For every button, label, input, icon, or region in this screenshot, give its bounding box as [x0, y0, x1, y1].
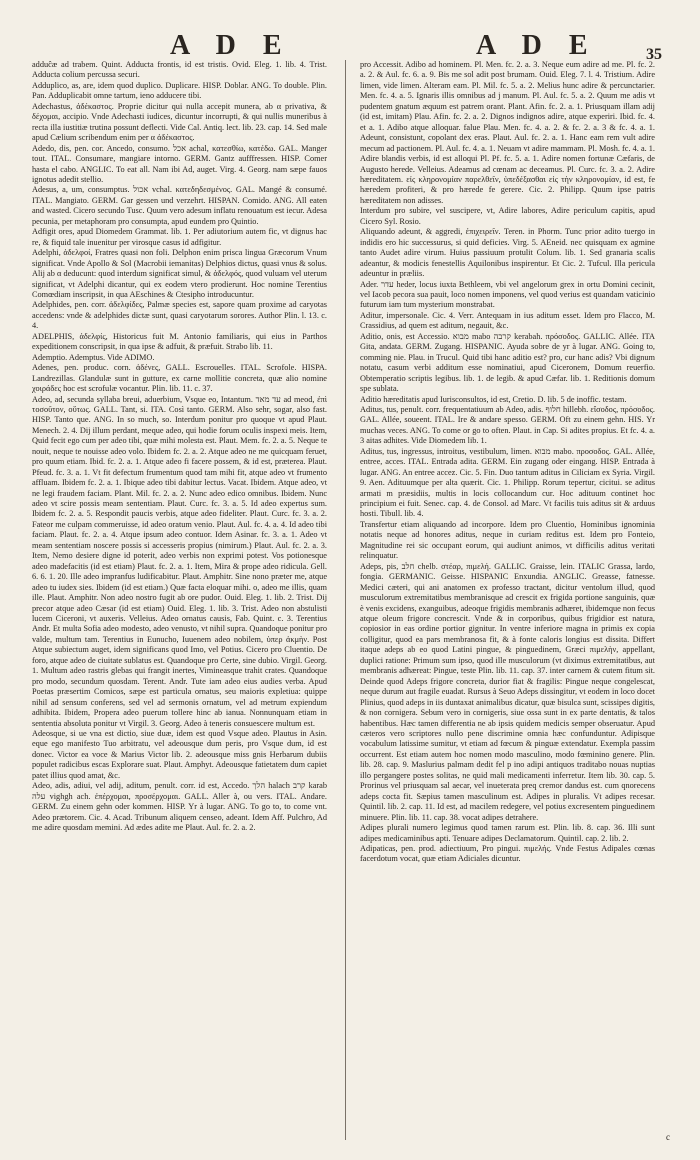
entry-aditur: Aditur, impersonale. Cic. 4. Verr. Antequam in ius aditum esset. Idem pro Flacco, M. Crassidius, ad quem est aditum, negauit, &c.	[360, 310, 655, 331]
entry-adduplico: Adduplico, as, are, idem quod duplico. Duplicare. HISP. Doblar. ANG. To double. Plin. Pan. Adduplicabit omne tartum, ieno adducere tibi.	[32, 80, 327, 101]
right-column	[360, 60, 655, 1140]
entry-adipes: Adipes plurali numero legimus quod tamen rarum est. Plin. lib. 8. cap. 36. Illi sunt adipes medicaminibus apti. Tenuare adipes Declamatorum. Quintil. cap. 2. lib. 2.	[360, 823, 655, 843]
entry-adeosque: Adeosque, si ue vna est dictio, siue duæ, idem est quod Vsque adeo. Plautus in Asin. eque ego manifesto Tuo arbitratu, vel adeousque dum peris, pro Vsque dum, id est donec. Victor ea voce & Marius Victor lib. 2. adeousque miss gnis Herbarum dubiis populet radicibus escas Explorare suat. Plaut. Amphyt. Adeousque fatietatem dum capiet patet illius quod amat, &c.	[32, 729, 327, 780]
entry-interdum: Interdum pro subire, vel suscipere, vt, Adire labores, Adire periculum capitis, apud Cicero Syl. Rosio.	[360, 206, 655, 226]
entry-adelphis: ADELPHIS, ἀδελφίς, Historicus fuit M. Antonio familiaris, qui eius in Parthos expeditionem conscripsit, in qua ipse & adfuit, & præfuit. Strabo lib. 11.	[32, 331, 327, 352]
entry-ademptio: Ademptio. Ademptus. Vide ADIMO.	[32, 352, 155, 362]
entry-adeps: Adeps, pis, חלב chelb. στέαρ, πιμελή. GALLIC. Graisse, lein. ITALIC Grassa, lardo, fongia. GERMANIC. Geisse. HISPANIC Enxundia. ANGLIC. Greasse, fatnesse. Medici cæteri, qui ani anatomen ex professo tractant, dicitur ventolum illud, quod musculorum extremitatibus membranisque ad crescit ex frigida portione sanguinis, quæ è venis excidens, exanguibus, adeoque frigidis membranis adhæret, ibidemque non fecus atque oleum frigore concrescit. Vnde & in corporibus, quibus frigidior est natura, copiosior in eas ordine portior gignitur. In ventre inferiore magna in primis ex copia colligitur, quod ea pars membranosa fit, & à fonte caloris longius est dissita. Differt itaque adeps ab eo quod Latini pingue, & pinguedinem, Græci πιμελὴν, appellant, duplici ratione: Primum sum ipso, quod ille musculorum (vt diximus extremitatibus, aut membranis adhæreat: Pingue, teste Plin. lib. 11. cap. 37. inter carnem & cutem fitum sit. Deinde quod Adeps frigore concreta, durior fiat & fragilis: Pingue neque congelescat, neque durum aut fragile euadat. Rursus à Seuo Adeps dissingitur, vt eodem in loco docet Plinius, quod adeps in iis duntaxat animalibus dicatur, quæ bisulca sunt, scissipes digitis, & non cornigera. Sebum vero in cornigeris, siue ossa sunt in ex parte dentatis, & talos habentibus. Hæc tamen differentia ne ab ipsis quidem medicis semper obseruatur. Apud cæteros vero scriptores nullo pene discrimine omnia hæc confunduntur. Adipisque vocabulum latissime sumitur, vt etiam ad fœcum & pinguæ extendatur. Exempla passim occurrent. Est etiam autem hoc nomen modo masculino, modo fœminino genere. Plin. lib. 28. cap. 9. Maslurius palmam dedit fel p ino adipi antiquos traditabo nouas nuptias illo pergangere postes solitas, ne quid mali medicamenti inferretur. Item lib. 30. cap. 5. Prorinus vel priusquam sal aecar, vel inueterata preq cremor dandus est. cum qnorecens adeps cocta fit. Sæpius tamen masculinum est. Adipes in pluralis. Vt adipes recesar. Quintil. lib. 2. cap. 11. Id est, ad macilem redegere, vel potius excresentem pinguedinem minuere. Plin. lib. 11. cap. 38. vocat adipes detrahere.	[360, 561, 655, 822]
entry-adenes: Adenes, pen. produc. corn. ἀδένες, GALL. Escrouelles. ITAL. Scrofole. HISPA. Landrezillas. Glandulæ sunt in gutture, ex carne mollitie concreta, quæ alio nomine χοιράδες hoc est scrofulæ vocantur. Plin. lib. 11. c. 37.	[32, 363, 327, 394]
entry-aditus-frequent: Aditus, tus, penult. corr. frequentatiuum ab Adeo, adis. חלוף hillebh. εἴσοδος, πρόσοδος. GAL. Allée, soueent. ITAL. Ire & andare spesso. GERM. Oft zu einem gehn. HIS. Yr muchas veces. ANG. To come or go to often. Plaut. in Cap. Si adites propius. Et fc. 4. a. 3 aitas adhites. Vide Diomedem lib. 1.	[360, 404, 655, 446]
running-head-left: A D E	[170, 30, 292, 61]
entry-adducta: adduĉæ ad trabem. Quint. Adducta frontis, id est tristis. Ovid. Eleg. 1. lib. 4. Trist. Adducta colium percussa securi.	[32, 60, 327, 80]
entry-adesus: Adesus, a, um, consumptus. אכול vchal. κατεδηδεσμένος. GAL. Mangé & consumé. ITAL. Mangiato. GERM. Gar gessen und verzehrt. HISPAN. Comido. ANG. All eaten and wasted. Cicero secundo Tusc. Quum vero adesum inflatu renouatum est iecur. Adesa pecunia, per metaphoram pro consumpta, apud eundem pro Quintio.	[32, 185, 327, 226]
signature-mark: c	[666, 1132, 670, 1142]
entry-adeo-adverb: Adeo, ad, secunda syllaba breui, aduerbium, Vsque eo, Intantum. עד מאד ad meod, ἐπὶ τοσοῦτον, οὕτως. GALL. Tant, si. ITA. Così tanto. GERM. Also sehr, sogar, also fast. HISP. Tanto que. ANG. In so much, so. Interdum ponitur pro quoque vt apud Plaut. Menech. 2. 4. Dij illum perdant, meque adeo, qui hodie forum oculis inspexi meis. Item, Quid fecit ego cum per adeo tibi, quæ mihi molesta est. Plaut. Mem. fc. 2. a. 5. Neque te nouit, neque te nouisse adeo volo. Ibidem fc. 2. a. 2. Atque adeo ne me quicquam feruet, pro quum etiam. Ibid. fc. 2. a. 1. Atque adeo fi facere possem, & id est, præterea. Plaut. Pfeud. fc. 3. a. 1. Vt fit defectum frumentum quod tam mihi fit, atque adeo vt frumento affluam. Ibidem fc. 2. a. 1. Ibique adeo tibi dabitur lectus. Vacat. Ibidem. Atque adeo, vt ne legi fraudem faciam. Plant. Mil. fc. 2. a. 2. Nunc adeo edico omnibus. Ibidem. Nunc adeo vt scire possis meam sententiam. Plaut. Curc. fc. 3. a. 5. Id adeo expertus sum. Ibidem fc. 2. a. 5. Respondit paucis verbis, atque adeo fideliter. Plaut. Curc. fc. 3. a. 2. Fateor me culpam commeruisse, id adeo oratum venio. Plaut. Aul. fc. 4. a. 4. Id adeo tibi faciam. Plaut. fc. 2. a. 4. Atque ipsum adeo contuor. Idem Asinar. fc. 3. a. 1. Adeo vt meam sententiam noscere possis si accesseris propius (nimirum.) Plaut. Aul. fc. 2. a. 3. Item, Nemo desiere digne id poterit, adeo verbis non exprimi potest. Vos potionesque adeo madefacitis (id est etiam) Plaut. fc. 2. a. 1. Item, Mira & prope adeo ridicula. Gell. 6. 6. 1. 20. Ille adeo impranfus ludificabitur. Plaut. Amphitr. Sine nono præter me, atque adeo tu iudex sies. Ibidem (id est etiam.) Quæ facta eloquar mihi. o, adeo me illis, quam ille. Plaut. Amphitr. Non adeo nostro fugit ab ore pudor. Ouid. Eleg. 1. lib. 2. Trist. Dij precor atque adeo Cæsar (id est etiam) Ouid. Eleg. 1. lib. 3. Trist. Adeo non abstulisti lucem Ciceroni, vt auxeris. Velleius. Adeo ornatus causis, Fab. Quint. c. 3. Terentius Andr. Et multa Sofia adeo modesto, adeo venusto, vt nihil supra. Quandoque ponitur pro valde, multum tam. Terentius in Eunucho, Iuuenem adeo nobilem, ὑπερ ἀκμὴν. Post Atque subiectum auget, idem significans quod Imo, vel Potius. Cicero pro Cluentio. De foro, atque adeo de ciuitate sublatus est. Quandoque pro Certe, sine dubio. Virgil. Georg. 1. Multum adeo rastris glebas qui frangit inertes, Vimineasque trahit crates. Quandoque pro modo, secundum quosdam. Terent. Andr. Tute iam adeo eius audies verba. Apud Poetas præsertim Comicos, sæpe est particula ornatus, seu maioris expletiua: quippe nihil ad sensum conferens, sed vel ad sermonis ornatum, vel ad metrum expiendum adhibita. Ibidem, Propera adeo puerum tollere hinc ab ianua. Nonnunquam etiam in sententia absoluta ponitur vt Virgil. 3. Georg. Adeo à teneris consuescere multum est.	[32, 394, 327, 728]
entry-adechastus: Adechastus, ἀδέκαστος. Proprie dicitur qui nulla accepit munera, ab α privativa, & δέχομαι, accipio. Vnde Adechasti iudices, dicuntur incorrupti, & qui nullis muneribus à recta illa iustitiæ trutina possunt deflecti. Vide Cal. Antiq. lect. lib. 23. cap. 14. Sed male apud Cælium scribendum enim per α ἀδέκαστος.	[32, 101, 327, 143]
column-divider	[345, 60, 346, 1140]
entry-adelphides: Adelphides, pen. corr. ἀδελφίδες, Palmæ species est, sapore quam proxime ad caryotas accedens: vnde & adelphides dictæ sunt, quasi caryotarum sorores. Author Plin. l. 13. c. 4.	[32, 300, 327, 331]
entry-adeo-continued: pro Accessit. Adibo ad hominem. Pl. Men. fc. 2. a. 3. Neque eum adire ad me. Pl. fc. 2. a. 2. & Aul. fc. 6. a. 9. Bis me sol adit post brumam. Ouid. Eleg. 7. l. 4. Tristium. Adire limen, vide limen. Alteram eam. Pl. Mil. fc. 5. a. 2. Melius hunc adire & percunctarier. Men. fc. 4. a. 5. Ignaris illis omnibus ad j manum. Pl. Aul. fc. 5. a. 2. Quum me adis vt pudentem gnatum æquum est patrem orant. Plant. Afin. fc. 2. a. 1. Priusquam illam adij (id est, imitam) Plau. Afin. fc. 2. a. 2. Dignos indignos adire, atque experiri. Ibid. fc. 4. et a. 1. Adibo atque alloquar. falue Plau. Men. fc. 4. a. 2. & fc. 2. a. 3 & fc. 4. a. 1. Adeunt, consistunt, copolant dex eras. Plaut. Aul. fc. 2. a. 1. Hanc eam rem vult adire mecum ad pactionem. Pl. Aul. fc. 4. a. 1. Neuam vt adire mammam. Pl. Mosh. fc. 4. a. 1. Adire blandis verbis, id est alloqui Pl. Pf. fc. 5. a. 1. Adire nomen fortunæ Cæfaris, de Augusto herede. Velleius. Adeamus ad cœnam ac deceamus. Pl. Curc. fc. 3. a. 2. Adire hæreditatem. εἰς κληρονομίαν παρελθεῖν, ὑπεδέξασθαι εἰς τὴν κληρονομίαν, id est, fe hæredem profiteri, & pro hærede fe gerere. Cic. 2. Philipp. Quum ipse patris hæreditatem non adisses.	[360, 60, 655, 205]
entry-adeo-verb: Adeo, adis, adiui, vel adij, aditum, penult. corr. id est, Accedo. הלך halach קרב karab עלה vighgh ach. ἐπέρχομαι, προσέρχομαι. GALL. Aller à, ou vers. ITAL. Andare. GERM. Zu einem gehn oder kommen. HISP. Yr à lugar. ANG. To go to, to come vnt. Adeo prætorem. Cic. 4. Acad. Tribunum aliquem censeo, adeant. Idem Aff. Pulchro, Ad me adire quosdam memini. Ad ædes adite me Plaut. Aul. fc. 2. a. 2.	[32, 781, 327, 833]
page-number: 35	[646, 46, 662, 63]
entry-aliquando: Aliquando adeunt, & aggredi, ἐπιχειρεῖν. Teren. in Phorm. Tunc prior adito tuergo in indidis ero hic successurus, si quid deficies. Virg. 5. AEneid. nec quisquam ex agmine tanto Audet adire virum. Huius passiuum protulit Colum. lib. 1. Sed granaria scalis adeantur, & modicis fenestellis Aquilonibus inspirentur. Et Cic. 2. Tufcul. Illa pericula adeuntur in præliis.	[360, 227, 655, 279]
entry-adelphi: Adelphi, ἀδελφοί, Fratres quasi non foli. Delphon enim prisca lingua Græcorum Vnum significat. Vnde Apollo & Sol (Macrobii iemanitas) Delphios dictus, quasi vnus & solus. Alij ab α deducunt: quod interdum significat simul, & ἀδελφός, quod vuluam vel uterum significat, vt Adelphi dicantur, qui ex eodem vtero prodierunt. Hoc nomine Terentius Comœdiam inscripsit, in qua AEschines & Ctesipho introducuntur.	[32, 248, 327, 299]
left-column	[32, 60, 327, 1140]
entry-aditus-ingressus: Aditus, tus, ingressus, introitus, vestibulum, limen. מבוא mabo. προσοδος. GAL. Allée, entree, acces. ITAL. Entrada adita. GERM. Ein zugang oder eingang. HISP. Entrada à lugar. ANG. An entree accez. Cic. 5. Fin. Duo tantum aditus in Ciliciam ex Syria. Virgil. 9. Aen. Adituumque per alta quærit. Cic. 1. Philipp. Rorum tepertur, cicitui. se aditus armati m præsidiis, multis in locis collocandum cur. Hoc adituum continet hoc principium ei fuit. Senec. cap. 4. de Consol. ad Marc. Vt facilis tuis aditus sit & arduus hosti. Tibull. lib. 4.	[360, 446, 655, 519]
entry-adipaticas: Adipaticas, pen. prod. adiectiuum, Pro pingui. πιμελής. Vnde Festus Adipales cœnas facerdotum vocat, quæ etiam Adiciales dicuntur.	[360, 843, 655, 864]
entry-adedo: Adedo, dis, pen. cor. Ancedo, consumo. אכל achal, κατεσθίω, κατέδω. GAL. Manger tout. ITAL. Consumare, mangiare intorno. GERM. Gantz aufffressen. HISP. Comer hasta el cabo. ANGLIC. To eat all. Nam ibi Ad, auget. Virg. 4. Georg. nam sæpe fauos ignotus adedit stellio.	[32, 143, 327, 184]
entry-ader: Ader. עדר heder, locus iuxta Bethleem, vbi vel angelorum grex in ortu Domini cecinit, vel Iacob pecora sua pauit, loco nomen imponens, vel quod verius est quandam vaticinio futurum iam tum mysterium monstrabat.	[360, 279, 655, 310]
entry-aditio: Aditio, onis, est Accessio. מבוא mabo קרבה kerabah. πρόσοδος. GALLIC. Allée. ITA Gita, andata. GERM. Zugang. HISPANIC. Ayuda sobre de yr à lugar. ANG. Going to, comming nie. Plau. in Trucul. Quid tibi hanc aditio est? pro, cur hanc adis? Vbi dignum notatu, casum verbi additum esse nominatiui, apud Ciceronem, Domum reuerfio. Obtemperatio scriptis legibus. lib. 1. de legib. & apud Cæfar. lib. 1. Reditionis domum spe sublata.	[360, 331, 655, 394]
entry-adfigit: Adfigit ores, apud Diomedem Grammat. lib. 1. Per adiutorium autem fic, vt dignus hac re, & fiquid tale inuenitur per virosque casus id adfigitur.	[32, 227, 327, 247]
entry-aditio-hereditatis: Aditio hæreditatis apud Iurisconsultos, id est, Cretio. D. lib. 5 de inoffic. testam.	[360, 394, 627, 404]
running-head-right: A D E	[476, 30, 598, 61]
entry-transfertur: Transfertur etiam aliquando ad incorpore. Idem pro Cluentio, Hominibus ignominia notatis neque ad honores aditus, neque in curiam reditus est. Idem pro Fonteio, Magnitudine rei sic occupant eorum, qui audiunt animos, vt difficilis aditus veritati relinquatur.	[360, 519, 655, 561]
